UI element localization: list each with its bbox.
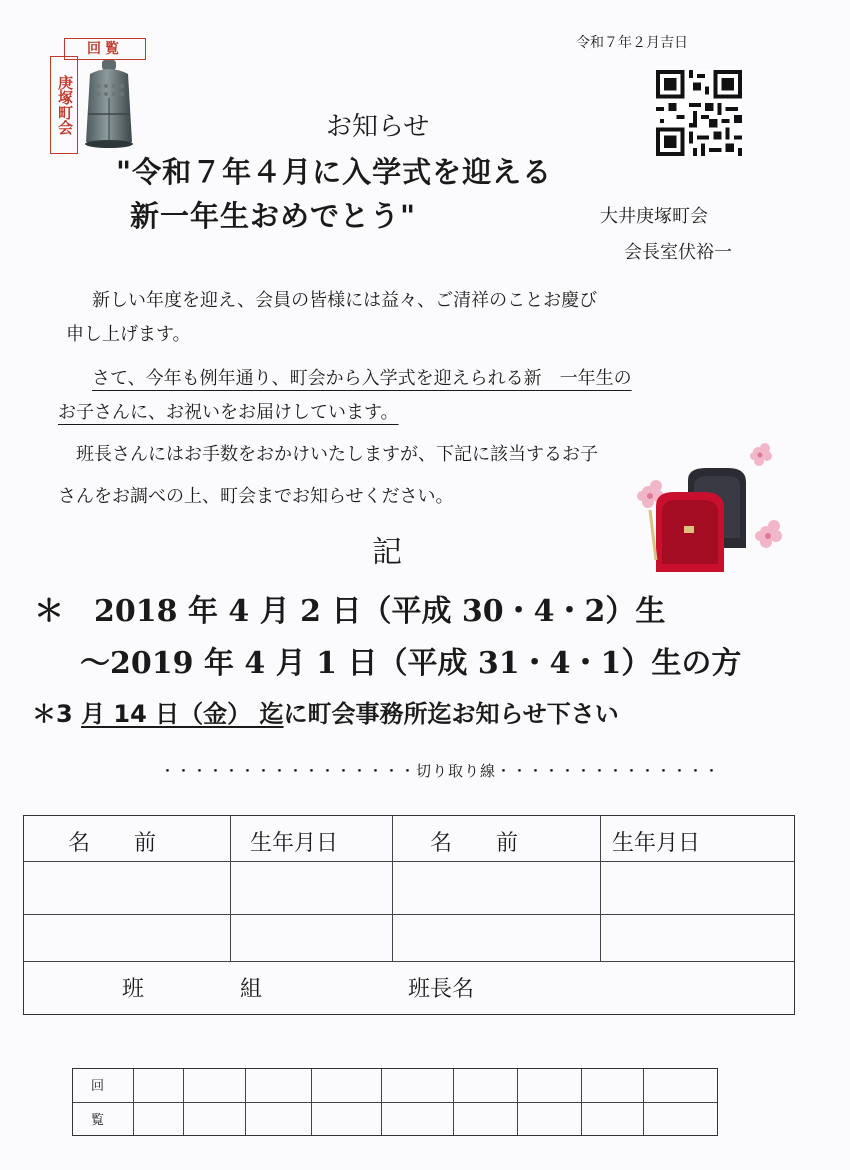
- name-cell[interactable]: [394, 916, 598, 960]
- kumi-label: 組: [240, 977, 263, 1002]
- body-paragraph-3-line-2: さんをお調べの上、町会までお知らせください。: [58, 486, 454, 507]
- name-cell[interactable]: [394, 863, 598, 913]
- birthdate-cell[interactable]: [232, 863, 390, 913]
- body-paragraph-2-line-1: さて、今年も例年通り、町会から入学式を迎えられる新 一年生の: [92, 368, 632, 389]
- name-cell[interactable]: [26, 916, 228, 960]
- circulation-label-2: 覧: [91, 1113, 105, 1128]
- deadline-rest: に町会事務所迄お知らせ下さい: [283, 700, 619, 728]
- circulation-check-table: [72, 1068, 718, 1136]
- name-cell[interactable]: [26, 863, 228, 913]
- headline-line-1: "令和７年４月に入学式を迎える: [116, 155, 553, 189]
- header-birthdate-2: 生年月日: [612, 831, 701, 856]
- deadline-notice: [32, 694, 619, 729]
- kairan-label: 回覧: [64, 38, 146, 60]
- header-name: 名 前: [68, 831, 157, 856]
- town-association-vertical-label: 庚塚町会: [50, 56, 78, 154]
- qr-code-icon: [654, 70, 744, 156]
- reply-form-table: [23, 815, 795, 1015]
- notice-title: お知らせ: [326, 112, 430, 142]
- header-name-2: 名 前: [430, 831, 519, 856]
- birthdate-cell[interactable]: [602, 863, 792, 913]
- header-birthdate: 生年月日: [250, 831, 339, 856]
- sender-chairman: 会長室伏裕一: [624, 242, 732, 263]
- birthdate-cell[interactable]: [602, 916, 792, 960]
- birthdate-cell[interactable]: [232, 916, 390, 960]
- sender-organization: 大井庚塚町会: [600, 206, 708, 227]
- birth-range-line-2: ～2019 年 4 月 1 日（平成 31・4・1）生の方: [80, 646, 742, 681]
- body-paragraph-2-line-2: お子さんに、お祝いをお届けしています。: [58, 402, 399, 423]
- deadline-date: 月 14 日（金） 迄: [81, 700, 284, 728]
- randoseru-illustration: [628, 440, 788, 580]
- hancho-name-label: 班長名: [408, 977, 475, 1002]
- han-label: 班: [122, 977, 145, 1002]
- temple-bell-icon: [76, 58, 142, 154]
- cut-line: ・・・・・・・・・・・・・・・・切り取り線・・・・・・・・・・・・・・: [160, 762, 721, 780]
- deadline-prefix: ＊3: [32, 700, 82, 728]
- body-paragraph-1-line-2: 申し上げます。: [66, 324, 191, 345]
- birth-range-line-1: ＊ 2018 年 4 月 2 日（平成 30・4・2）生: [34, 594, 666, 629]
- ki-heading: 記: [372, 535, 402, 570]
- headline-line-2: 新一年生おめでとう": [130, 199, 417, 233]
- issue-date: 令和７年２月吉日: [576, 35, 688, 51]
- body-paragraph-1-line-1: 新しい年度を迎え、会員の皆様には益々、ご清祥のことお慶び: [92, 290, 598, 311]
- circulation-label-1: 回: [91, 1079, 105, 1094]
- body-paragraph-3-line-1: 班長さんにはお手数をおかけいたしますが、下記に該当するお子: [76, 444, 598, 465]
